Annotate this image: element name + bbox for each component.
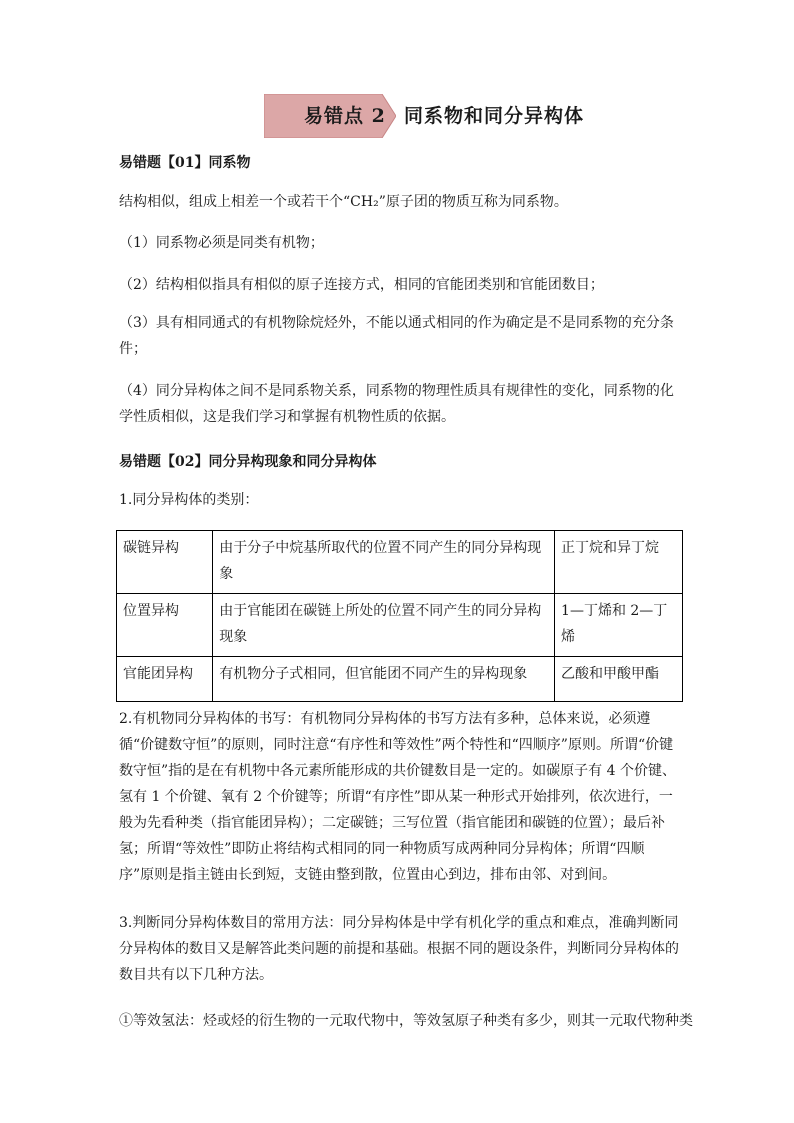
page-title: 同系物和同分异构体: [404, 105, 585, 127]
table-cell-type: 碳链异构: [117, 531, 213, 594]
section1-intro: 结构相似，组成上相差一个或若干个“CH₂”原子团的物质互称为同系物。: [119, 194, 568, 210]
section1-heading: 易错题【01】同系物: [119, 155, 251, 171]
table-row: [117, 531, 683, 594]
table-cell-example: 1—丁烯和 2—丁烯: [555, 594, 683, 657]
isomer-types-table: [116, 530, 683, 702]
table-row: [117, 657, 683, 702]
section2-item3: 3.判断同分异构体数目的常用方法：同分异构体是中学有机化学的重点和难点，准确判断同分异构体的数目又是解答此类问题的前提和基础。根据不同的题设条件，判断同分异构体的数目共有以下几种方法。: [119, 915, 679, 983]
title-label: 易错点 2: [304, 105, 386, 127]
table-cell-desc: 由于分子中烷基所取代的位置不同产生的同分异构现象: [213, 531, 555, 594]
table-cell-type: 官能团异构: [117, 657, 213, 702]
title-banner: [264, 94, 684, 138]
section1-point-1: （1）同系物必须是同类有机物；: [119, 235, 324, 251]
table-cell-example: 乙酸和甲酸甲酯: [555, 657, 683, 702]
table-cell-example: 正丁烷和异丁烷: [555, 531, 683, 594]
section1-point-4: （4）同分异构体之间不是同系物关系，同系物的物理性质具有规律性的变化，同系物的化学性质相似，这是我们学习和掌握有机物性质的依据。: [119, 383, 674, 425]
section2-heading: 易错题【02】同分异构现象和同分异构体: [119, 454, 377, 470]
table-row: [117, 594, 683, 657]
section2-item1: 1.同分异构体的类别：: [119, 492, 259, 508]
section2-item2: 2.有机物同分异构体的书写：有机物同分异构体的书写方法有多种，总体来说，必须遵循“价键数守恒”的原则，同时注意“有序性和等效性”两个特性和“四顺序”原则。所谓“价键数守恒”指的是在有机物中各元素所能形成的共价键数目是一定的。如碳原子有 4 个价键、氢有 1 个价键、氧有 2 个价键等；所谓“有序性”即从某一种形式开始排列，依次进行，一般为先看种类（指官能团异构）；二定碳链；三写位置（指官能团和碳链的位置）；最后补氢；所谓“等效性”即防止将结构式相同的同一种物质写成两种同分异构体；所谓“四顺序”原则是指主链由长到短，支链由整到散，位置由心到边，排布由邻、对到间。: [119, 711, 676, 883]
section1-point-2: （2）结构相似指具有相似的原子连接方式，相同的官能团类别和官能团数目；: [119, 277, 604, 293]
table-cell-type: 位置异构: [117, 594, 213, 657]
section1-point-3: （3）具有相同通式的有机物除烷烃外，不能以通式相同的作为确定是不是同系物的充分条件；: [119, 315, 674, 357]
table-cell-desc: 有机物分子式相同，但官能团不同产生的异构现象: [213, 657, 555, 702]
table-cell-desc: 由于官能团在碳链上所处的位置不同产生的同分异构现象: [213, 594, 555, 657]
section2-item4: ①等效氢法：烃或烃的衍生物的一元取代物中，等效氢原子种类有多少，则其一元取代物种类: [119, 1013, 693, 1029]
